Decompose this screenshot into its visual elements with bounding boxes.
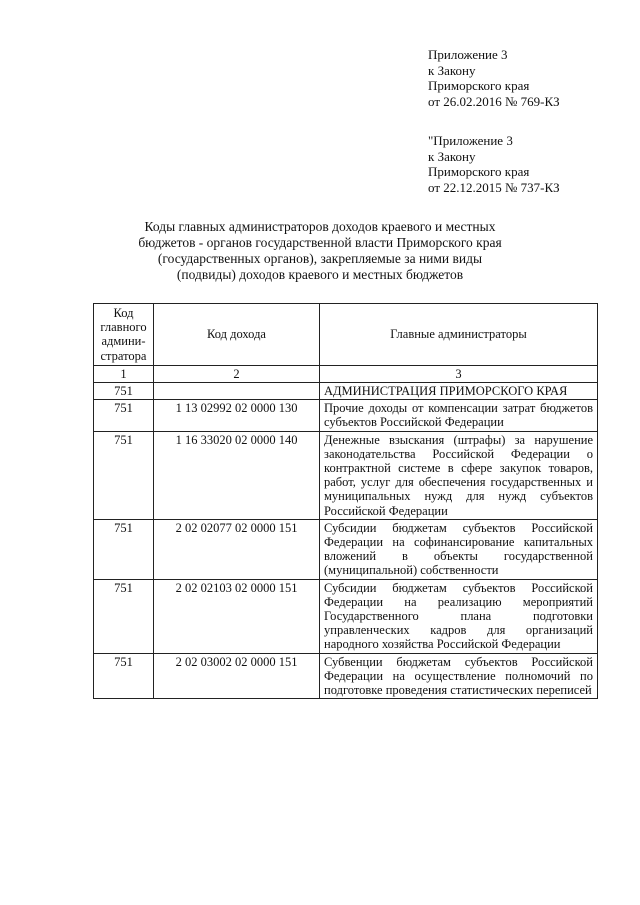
admin-code-cell: 751 [94,653,154,699]
title-line: бюджетов - органов государственной власти Приморского края [138,235,502,250]
header-admin-code [94,304,154,366]
admin-code-cell: 751 [94,383,154,400]
header-text: стратора [100,348,147,363]
table-row [94,383,598,400]
appendix-line: Приморского края [428,78,530,93]
appendix-reference-current [428,47,628,109]
admin-code-cell: 751 [94,579,154,653]
column-number: 3 [320,365,598,382]
header-text: Код [113,306,134,320]
administrator-name-cell: Денежные взыскания (штрафы) за нарушение законодательства Российской Федерации о контрактной системе в сфере закупок товаров, работ, услуг для обеспечения государственных и муниципальных нужд для нужд субъектов Российской Федерации [320,431,598,519]
table-row [94,653,598,699]
column-number: 2 [154,365,320,382]
appendix-line: к Закону [428,148,476,164]
administrator-name-cell: Субсидии бюджетам субъектов Российской Федерации на реализацию мероприятий Государственного плана подготовки управленческих кадров для организаций народного хозяйства Российской Федерации [320,579,598,653]
table-row [94,579,598,653]
admin-code-cell: 751 [94,400,154,431]
income-code-cell: 1 13 02992 02 0000 130 [154,400,320,431]
administrator-name-cell: АДМИНИСТРАЦИЯ ПРИМОРСКОГО КРАЯ [320,383,598,400]
appendix-line: Приложение 3 [428,47,508,62]
appendix-line: "Приложение 3 [428,133,513,148]
table-header-row [94,304,598,366]
income-code-cell: 2 02 02077 02 0000 151 [154,519,320,579]
income-code-cell: 2 02 02103 02 0000 151 [154,579,320,653]
document-title [95,219,545,283]
table-row [94,519,598,579]
admin-code-cell: 751 [94,431,154,519]
title-line: (государственных органов), закрепляемые за ними виды [157,251,483,266]
appendix-line: Приморского края [428,164,530,179]
appendix-line: от 26.02.2016 № 769-КЗ [428,93,560,109]
appendix-line: от 22.12.2015 № 737-КЗ [428,179,560,195]
title-line: Коды главных администраторов доходов краевого и местных [144,219,496,234]
header-text: главного [100,320,147,335]
administrator-name-cell: Субсидии бюджетам субъектов Российской Федерации на софинансирование капитальных вложений в объекты государственной (муниципальной) собственности [320,519,598,579]
header-text: админи- [101,334,146,349]
administrator-name-cell: Прочие доходы от компенсации затрат бюджетов субъектов Российской Федерации [320,400,598,431]
column-number: 1 [94,365,154,382]
income-code-cell: 2 02 03002 02 0000 151 [154,653,320,699]
income-code-cell: 1 16 33020 02 0000 140 [154,431,320,519]
appendix-line: к Закону [428,62,476,78]
appendix-reference-original [428,133,628,195]
table-row [94,431,598,519]
income-code-cell [154,383,320,400]
header-administrators: Главные администраторы [320,304,598,366]
column-number-row [94,365,598,382]
title-line: (подвиды) доходов краевого и местных бюджетов [176,267,464,282]
header-income-code: Код дохода [154,304,320,366]
administrator-name-cell: Субвенции бюджетам субъектов Российской Федерации на осуществление полномочий по подготовке проведения статистических переписей [320,653,598,699]
table-row [94,400,598,431]
administrators-table [93,303,598,699]
admin-code-cell: 751 [94,519,154,579]
